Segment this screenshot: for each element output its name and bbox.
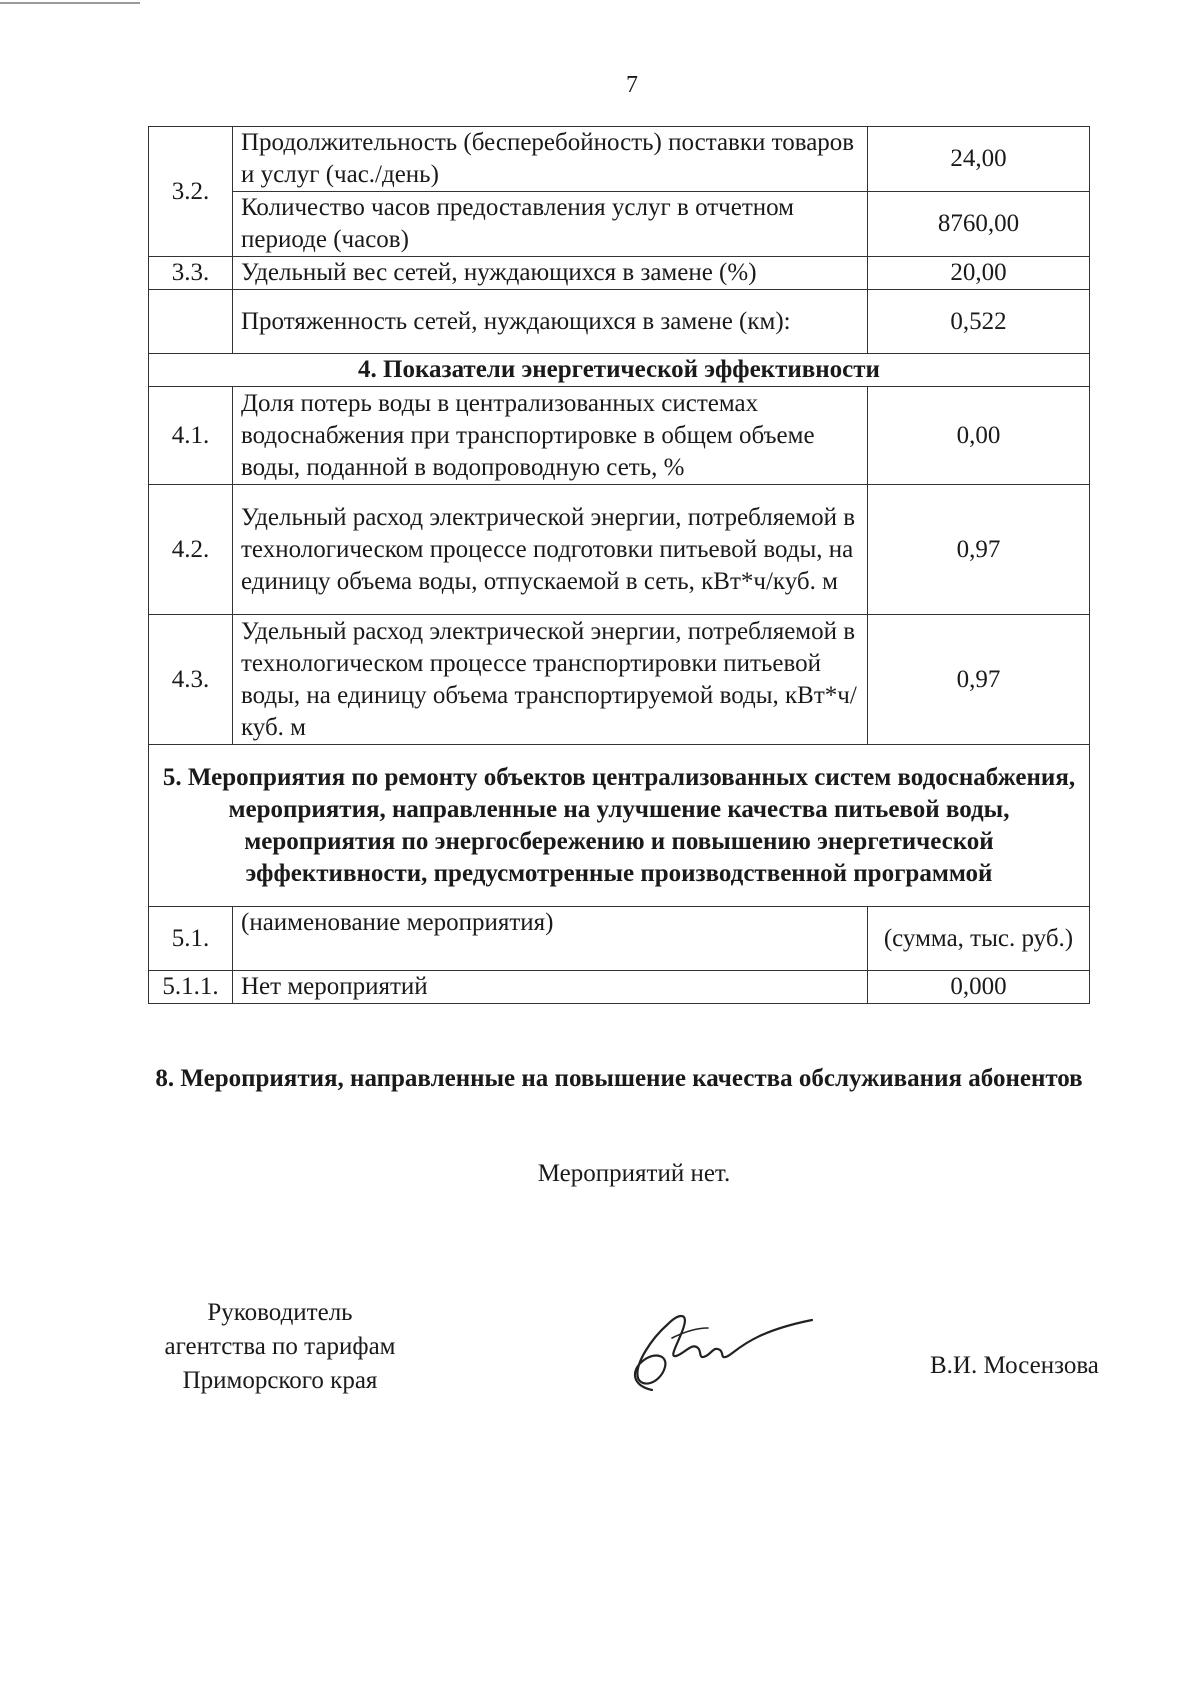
row-value: 8760,00: [868, 192, 1090, 257]
section-row: [149, 354, 1090, 387]
row-label: Удельный вес сетей, нуждающихся в замене (%): [233, 257, 868, 290]
row-value: 20,00: [868, 257, 1090, 290]
indicators-table: [148, 126, 1090, 1004]
table-row: [149, 971, 1090, 1004]
row-value: (сумма, тыс. руб.): [868, 907, 1090, 971]
row-value: 0,522: [868, 290, 1090, 354]
row-number-empty: [149, 290, 233, 354]
section-row: [149, 745, 1090, 907]
section-8-title: 8. Мероприятия, направленные на повышение качества обслуживания абонентов: [155, 1065, 1083, 1092]
table-row: [149, 485, 1090, 615]
page-number: 7: [626, 72, 638, 98]
table-row: [149, 907, 1090, 971]
table-row: [149, 290, 1090, 354]
table-row: [149, 127, 1090, 192]
row-label: Удельный расход электрической энергии, потребляемой в технологическом процессе подготовки питьевой воды, на единицу объема воды, отпускаемой в сеть, кВт*ч/куб. м: [233, 485, 868, 615]
row-value: 0,000: [868, 971, 1090, 1004]
position-line: Руководитель: [207, 1299, 353, 1326]
row-value: 24,00: [868, 127, 1090, 192]
position-line: агентства по тарифам: [164, 1333, 396, 1360]
table-row: [149, 387, 1090, 485]
table-row: [149, 615, 1090, 745]
row-label: Продолжительность (бесперебойность) поставки товаров и услуг (час./день): [233, 127, 868, 192]
row-label: (наименование мероприятия): [233, 907, 868, 971]
row-number: 4.2.: [149, 485, 233, 615]
table-row: [149, 192, 1090, 257]
row-value: 0,97: [868, 485, 1090, 615]
row-value: 0,00: [868, 387, 1090, 485]
row-label: Нет мероприятий: [233, 971, 868, 1004]
scan-edge-line: [0, 2, 140, 4]
section-5-heading: 5. Мероприятия по ремонту объектов централизованных систем водоснабжения, мероприятия, направленные на улучшение качества питьевой воды, мероприятия по энергосбережению и повышению энергетической эффективности, предусмотренные производственной программой: [149, 745, 1090, 907]
row-number: 4.3.: [149, 615, 233, 745]
row-label: Доля потерь воды в централизованных системах водоснабжения при транспортировке в общем объеме воды, поданной в водопроводную сеть, %: [233, 387, 868, 485]
section-4-heading: 4. Показатели энергетической эффективности: [149, 354, 1090, 387]
row-label: Протяженность сетей, нуждающихся в замене (км):: [233, 290, 868, 354]
row-value: 0,97: [868, 615, 1090, 745]
table-row: [149, 257, 1090, 290]
row-number: 3.3.: [149, 257, 233, 290]
section-8-text: Мероприятий нет.: [537, 1160, 731, 1187]
signatory-position: [140, 1296, 420, 1398]
position-line: Приморского края: [182, 1367, 378, 1394]
row-number: 5.1.: [149, 907, 233, 971]
row-label: Удельный расход электрической энергии, потребляемой в технологическом процессе транспортировки питьевой воды, на единицу объема транспортируемой воды, кВт*ч/куб. м: [233, 615, 868, 745]
signatory-name: В.И. Мосензова: [930, 1352, 1099, 1379]
row-number: 5.1.1.: [149, 971, 233, 1004]
row-number: 3.2.: [149, 127, 233, 257]
row-label: Количество часов предоставления услуг в отчетном периоде (часов): [233, 192, 868, 257]
row-number: 4.1.: [149, 387, 233, 485]
handwritten-signature: [612, 1298, 822, 1398]
